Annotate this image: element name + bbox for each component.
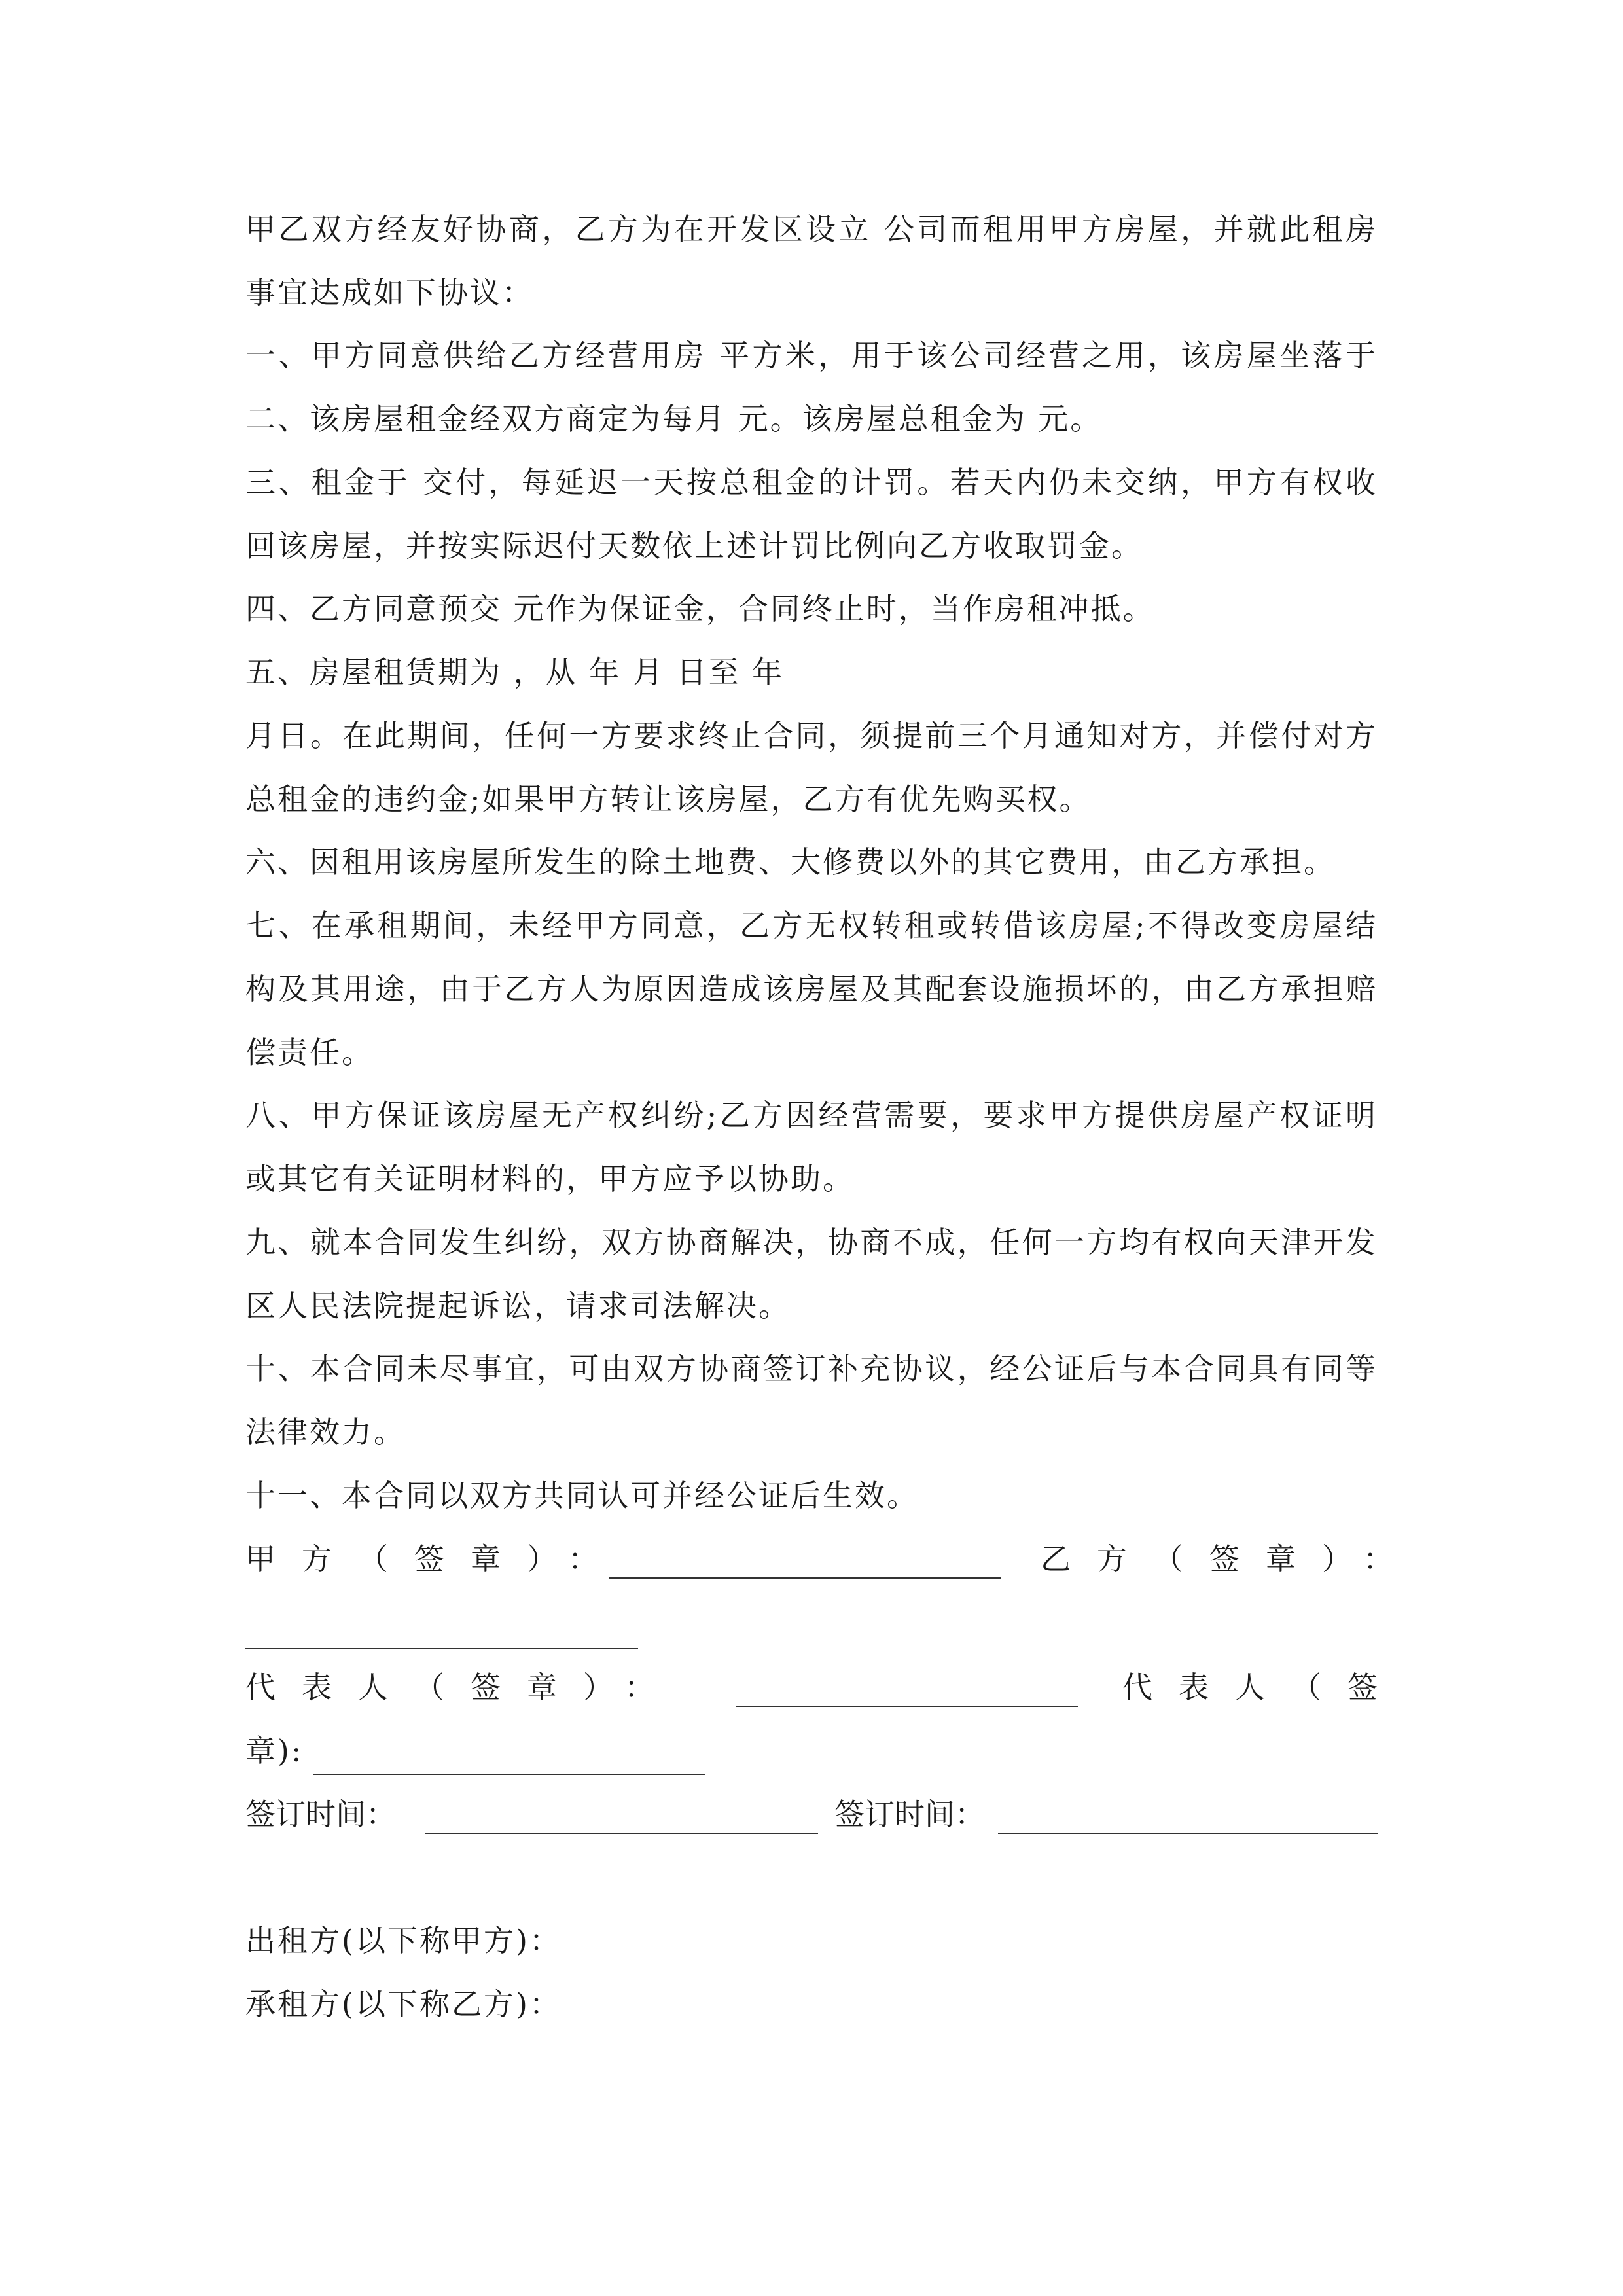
clause-7-line-2: 构及其用途，由于乙方人为原因造成该房屋及其配套设施损坏的，由乙方承担赔 [245, 971, 1378, 1007]
clause-6: 六、因租用该房屋所发生的除土地费、大修费以外的其它费用，由乙方承担。 [245, 844, 1336, 880]
lessee-label: 承租方(以下称乙方)： [245, 1986, 562, 2022]
clause-9-line-2: 区人民法院提起诉讼，请求司法解决。 [245, 1288, 791, 1323]
clause-5-line-2: 月日。在此期间，任何一方要求终止合同，须提前三个月通知对方，并偿付对方 [245, 718, 1378, 753]
signature-row-parties [245, 1539, 1419, 1585]
clause-7-line-3: 偿责任。 [245, 1035, 374, 1070]
rep-a-signature-label: 代表人（签章）： [245, 1670, 681, 1705]
date-b-blank[interactable] [998, 1833, 1378, 1834]
clause-5-line-1: 五、房屋租赁期为 ，从 年 月 日至 年 [245, 655, 785, 690]
party-a-label-text: 甲方（签章）： [245, 1541, 624, 1577]
signature-row-dates [245, 1795, 1378, 1840]
clause-4: 四、乙方同意预交 元作为保证金，合同终止时，当作房租冲抵。 [245, 591, 1155, 626]
clause-11: 十一、本合同以双方共同认可并经公证后生效。 [245, 1478, 919, 1513]
clause-10-line-1: 十、本合同未尽事宜，可由双方协商签订补充协议，经公证后与本合同具有同等 [245, 1351, 1378, 1386]
party-a-signature-blank[interactable] [609, 1577, 1001, 1579]
clause-10-line-2: 法律效力。 [245, 1414, 406, 1450]
clause-9-line-1: 九、就本合同发生纠纷，双方协商解决，协商不成，任何一方均有权向天津开发 [245, 1225, 1378, 1260]
clause-1: 一、甲方同意供给乙方经营用房 平方米，用于该公司经营之用，该房屋坐落于 [245, 338, 1378, 373]
date-a-label: 签订时间： [245, 1797, 396, 1832]
party-a-signature-label [245, 1539, 624, 1579]
clause-8-line-2: 或其它有关证明材料的，甲方应予以协助。 [245, 1161, 855, 1196]
clause-7-line-1: 七、在承租期间，未经甲方同意，乙方无权转租或转借该房屋;不得改变房屋结 [245, 908, 1378, 943]
intro-line-1: 甲乙双方经友好协商，乙方为在开发区设立 公司而租用甲方房屋，并就此租房 [245, 211, 1378, 247]
rep-b-signature-blank[interactable] [313, 1774, 705, 1775]
rep-a-signature-blank[interactable] [736, 1706, 1078, 1707]
rep-b-signature-label: 代表人（签 [1122, 1670, 1404, 1705]
rep-b-signature-label-continued: 章): [245, 1733, 304, 1768]
signature-row-representatives [245, 1668, 1404, 1713]
date-a-blank[interactable] [425, 1833, 818, 1834]
clause-8-line-1: 八、甲方保证该房屋无产权纠纷;乙方因经营需要，要求甲方提供房屋产权证明 [245, 1098, 1378, 1133]
party-b-signature-label: 乙方（签章）： [1041, 1541, 1419, 1577]
intro-line-2: 事宜达成如下协议： [245, 275, 534, 310]
clause-5-line-3: 总租金的违约金;如果甲方转让该房屋，乙方有优先购买权。 [245, 781, 1092, 817]
clause-3-line-1: 三、租金于 交付，每延迟一天按总租金的计罚。若天内仍未交纳，甲方有权收 [245, 465, 1378, 500]
date-b-label: 签订时间： [834, 1797, 985, 1832]
clause-2: 二、该房屋租金经双方商定为每月 元。该房屋总租金为 元。 [245, 401, 1103, 437]
lessor-label: 出租方(以下称甲方)： [245, 1923, 562, 1958]
clause-3-line-2: 回该房屋，并按实际迟付天数依上述计罚比例向乙方收取罚金。 [245, 528, 1143, 564]
party-b-signature-blank[interactable] [245, 1648, 638, 1649]
